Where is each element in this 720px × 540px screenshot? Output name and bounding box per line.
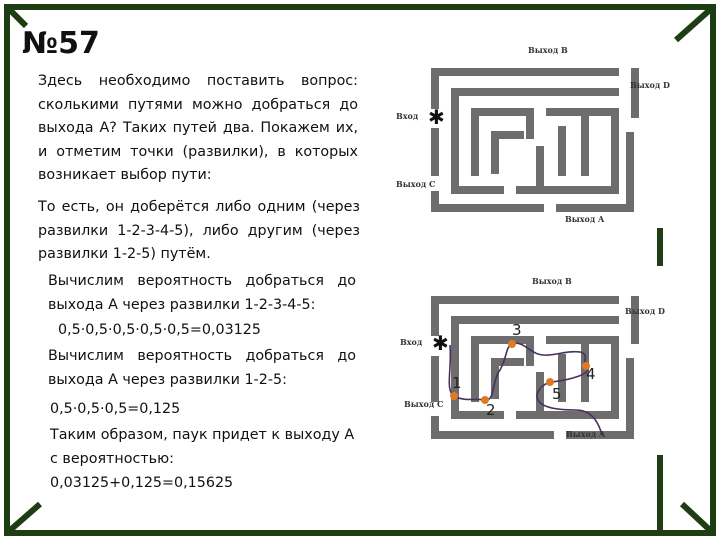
junction-label-5: 5 — [552, 385, 562, 403]
maze-label-exit-a: Выход A — [566, 429, 606, 439]
maze-wall — [475, 340, 520, 398]
frame-corner-top-left — [8, 8, 26, 26]
junction-label-2: 2 — [486, 401, 496, 419]
frame-corner-bottom-right — [682, 504, 712, 532]
maze-wall — [540, 112, 585, 190]
frame-top — [4, 4, 716, 10]
calc-intro-2-text: Вычислим вероятность добраться до выхода А через развилки 1-2-5: — [48, 348, 356, 388]
maze-label-exit-d: Выход D — [625, 306, 665, 316]
frame-right — [710, 4, 716, 536]
calculation-2: 0,5·0,5·0,5=0,125 — [50, 401, 181, 417]
junction-3-marker — [508, 340, 516, 348]
calc-intro-1 — [48, 270, 356, 317]
maze-diagram-top — [390, 40, 690, 230]
conclusion-paragraph — [50, 424, 366, 471]
maze-label-exit-c: Выход C — [404, 399, 444, 409]
frame-corner-top-right — [676, 8, 712, 40]
maze-diagram-bottom — [390, 270, 690, 455]
calculation-1: 0,5·0,5·0,5·0,5·0,5=0,03125 — [58, 322, 261, 338]
maze-wall — [475, 112, 520, 172]
junction-label-3: 3 — [512, 321, 522, 339]
maze-label-exit-b: Выход B — [532, 276, 572, 286]
maze-label-exit-d: Выход D — [630, 80, 670, 90]
maze-label-exit-b: Выход B — [528, 45, 568, 55]
slide-number: №57 — [22, 26, 100, 61]
junction-label-1: 1 — [452, 374, 462, 392]
final-result: 0,03125+0,125=0,15625 — [50, 475, 234, 491]
intro-text: Здесь необходимо поставить вопрос: сколькими путями можно добраться до выхода А? Таких путей два. Покажем их, и отметим точки (развилки), в которых возникает выбор пути: — [38, 73, 358, 183]
junction-1-marker — [450, 392, 458, 400]
frame-bar-right-middle — [657, 228, 663, 266]
maze-label-entrance: Вход — [396, 111, 419, 121]
calc-intro-2 — [48, 345, 356, 392]
conclusion-text: Таким образом, паук придет к выходу А с вероятностью: — [50, 427, 355, 467]
frame-bar-right-lower — [657, 455, 663, 530]
intro-paragraph — [38, 70, 358, 188]
maze-label-exit-c: Выход C — [396, 179, 436, 189]
spider-icon: ✱ — [432, 331, 449, 355]
maze-label-exit-a: Выход A — [565, 214, 605, 224]
paths-paragraph — [38, 196, 360, 267]
paths-text: То есть, он доберётся либо одним (через развилки 1-2-3-4-5), либо другим (через развилки 1-2-5) путём. — [38, 199, 360, 262]
frame-bottom — [4, 530, 716, 536]
junction-label-4: 4 — [586, 365, 596, 383]
frame-left — [4, 4, 10, 536]
maze-label-entrance: Вход — [400, 337, 423, 347]
calc-intro-1-text: Вычислим вероятность добраться до выхода А через развилки 1-2-3-4-5: — [48, 273, 356, 313]
spider-icon: ✱ — [428, 105, 445, 129]
frame-corner-bottom-left — [8, 504, 40, 532]
